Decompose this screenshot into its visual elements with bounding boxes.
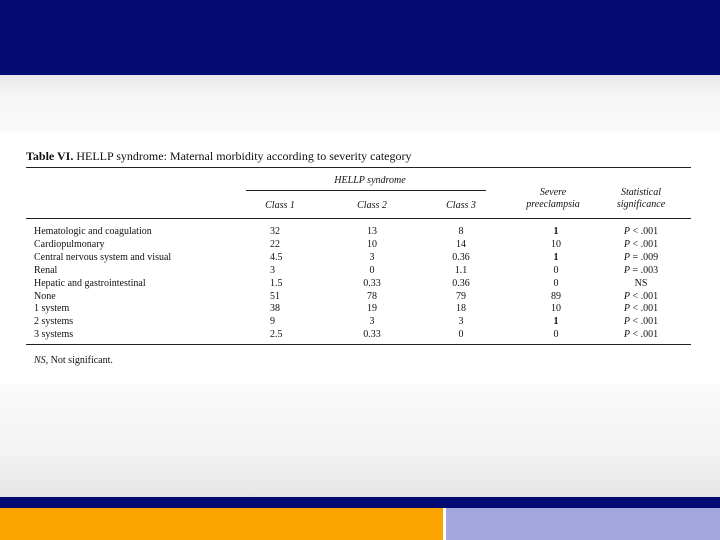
header-shadow [0, 75, 720, 132]
table-cell-class2: 0.33 [363, 329, 381, 341]
table-cell-class3: 3 [458, 316, 464, 328]
table-cell-class2: 3 [369, 251, 375, 263]
table-cell-severe: 10 [551, 303, 561, 315]
table-cell-severe: 10 [551, 238, 561, 250]
table-cell-sig: P < .001 [623, 316, 659, 328]
table-cell-severe: 1 [553, 226, 559, 237]
table-cell-class3: 0 [458, 329, 464, 341]
table-cell-class2: 0.33 [363, 277, 381, 289]
table-cell-label: Renal [34, 264, 58, 276]
caption-label: Table VI. [26, 149, 74, 163]
table-cell-label: None [34, 290, 56, 302]
table-cell-class3: 8 [458, 226, 464, 237]
header-class1: Class 1 [265, 200, 295, 211]
table-cell-sig: P = .009 [623, 251, 659, 263]
table-cell-class3: 0.36 [452, 251, 470, 263]
table-cell-class1: 32 [270, 226, 280, 237]
footer-orange-bar [0, 508, 443, 540]
table-cell-class3: 0.36 [452, 277, 470, 289]
table-cell-severe: 0 [553, 329, 559, 341]
table-cell-label: 3 systems [34, 329, 74, 341]
table-cell-sig: P < .001 [623, 290, 659, 302]
header-rule [26, 218, 691, 219]
table-cell-class2: 13 [367, 226, 377, 237]
table-cell-class1: 22 [270, 238, 280, 250]
header-bar [0, 0, 720, 75]
table-cell-sig: P < .001 [623, 226, 659, 237]
table-cell-class1: 9 [270, 316, 275, 328]
table-cell-sig: NS [634, 277, 648, 289]
table-cell-class1: 2.5 [270, 329, 283, 341]
table-cell-class1: 3 [270, 264, 275, 276]
header-class3: Class 3 [446, 200, 476, 211]
top-rule [26, 167, 691, 168]
table-cell-sig: P < .001 [623, 303, 659, 315]
table-cell-severe: 89 [551, 290, 561, 302]
bottom-rule [26, 344, 691, 345]
group-header: HELLP syndrome [334, 175, 406, 186]
table-cell-class2: 10 [367, 238, 377, 250]
table-cell-class1: 1.5 [270, 277, 283, 289]
caption-text: HELLP syndrome: Maternal morbidity according to severity category [76, 149, 412, 163]
table-cell-class2: 78 [367, 290, 377, 302]
table-cell-severe: 1 [553, 316, 559, 328]
table-cell-class2: 19 [367, 303, 377, 315]
table-cell-sig: P < .001 [623, 238, 659, 250]
footer-lavender-bar [446, 508, 720, 540]
table-cell-label: Hematologic and coagulation [34, 226, 152, 237]
table-cell-label: Hepatic and gastrointestinal [34, 277, 146, 289]
table-cell-sig: P = .003 [623, 264, 659, 276]
table-cell-severe: 1 [553, 251, 559, 263]
table-cell-class2: 3 [369, 316, 375, 328]
group-rule [246, 190, 486, 191]
table-cell-severe: 0 [553, 264, 559, 276]
footer-navy-strip [0, 497, 720, 508]
header-stat-line1: Statistical [621, 187, 661, 198]
header-severe-line2: preeclampsia [526, 199, 580, 210]
table-cell-label: 1 system [34, 303, 70, 315]
table-caption [26, 149, 412, 164]
table-cell-class1: 51 [270, 290, 280, 302]
table-cell-class2: 0 [369, 264, 375, 276]
table-cell-label: Cardiopulmonary [34, 238, 105, 250]
table-cell-class3: 18 [456, 303, 466, 315]
table-cell-class3: 79 [456, 290, 466, 302]
footer-shadow [0, 384, 720, 497]
footnote-abbr: NS, [34, 355, 49, 366]
footnote-text: Not significant. [50, 355, 113, 366]
table-cell-class1: 4.5 [270, 251, 283, 263]
table-cell-class3: 1.1 [454, 264, 468, 276]
header-stat-line2: significance [616, 199, 666, 210]
table-cell-sig: P < .001 [623, 329, 659, 341]
table-footnote [34, 355, 113, 367]
table-cell-label: 2 systems [34, 316, 74, 328]
header-severe-line1: Severe [539, 187, 567, 198]
table-cell-label: Central nervous system and visual [34, 251, 172, 263]
table-cell-class3: 14 [456, 238, 466, 250]
table-cell-severe: 0 [553, 277, 559, 289]
table-cell-class1: 38 [270, 303, 280, 315]
header-class2: Class 2 [357, 200, 387, 211]
